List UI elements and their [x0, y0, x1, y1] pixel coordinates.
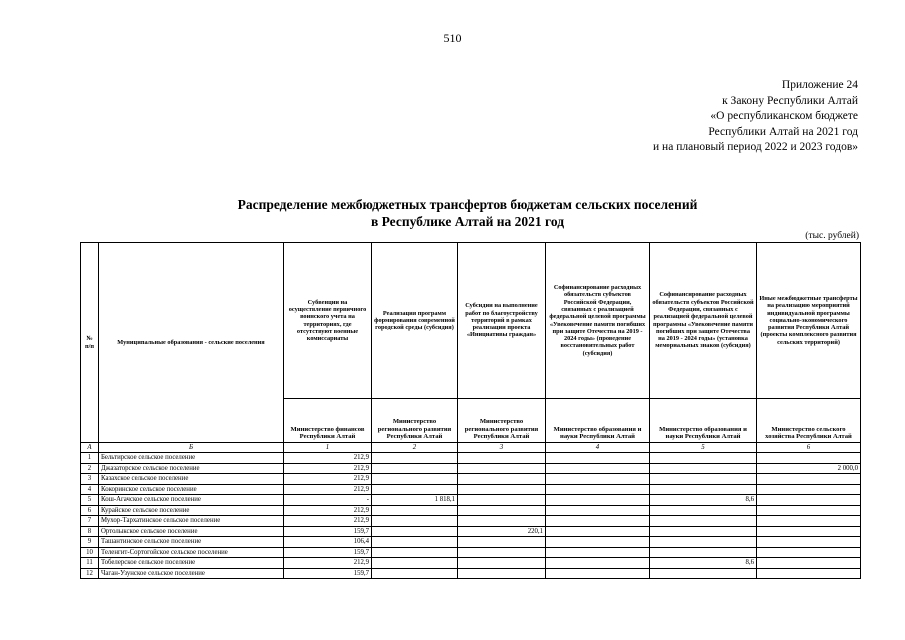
row-number: 7 — [81, 516, 99, 527]
row-number: 2 — [81, 463, 99, 474]
appendix-line: Приложение 24 — [781, 79, 858, 91]
settlement-name: Бельтирское сельское поселение — [99, 453, 284, 464]
value-col-6: 2 000,0 — [757, 463, 861, 474]
value-col-4 — [546, 568, 650, 579]
appendix-line: «О республиканском бюджете — [710, 110, 858, 122]
value-col-6 — [757, 505, 861, 516]
value-col-2 — [372, 484, 458, 495]
value-col-2 — [372, 463, 458, 474]
column-letter: 1 — [284, 443, 372, 453]
col-header-2: Реализация программ формирования современной городской среды (субсидия) — [372, 243, 458, 399]
column-letter: 6 — [757, 443, 861, 453]
page-number: 510 — [443, 31, 462, 45]
col-header-name: Муниципальные образования - сельские поселения — [99, 243, 284, 443]
value-col-6 — [757, 495, 861, 506]
value-col-3 — [458, 505, 546, 516]
settlement-name: Ташантинское сельское поселение — [99, 537, 284, 548]
col-header-6: Иные межбюджетные трансферты на реализацию мероприятий индивидуальной программы социально-экономического развития Республики Алтай (проекты комплексного развития сельских территорий) — [757, 243, 861, 399]
value-col-1: 159,7 — [284, 547, 372, 558]
value-col-2 — [372, 526, 458, 537]
value-col-5 — [650, 516, 757, 527]
row-number: 4 — [81, 484, 99, 495]
value-col-5 — [650, 547, 757, 558]
row-number: 3 — [81, 474, 99, 485]
appendix-line: Республики Алтай на 2021 год — [708, 125, 858, 138]
value-col-2 — [372, 516, 458, 527]
value-col-1: 159,7 — [284, 526, 372, 537]
settlement-name: Мухор-Тархатинское сельское поселение — [99, 516, 284, 527]
value-col-1: 212,9 — [284, 558, 372, 569]
table-row — [81, 495, 861, 506]
column-letter: 4 — [546, 443, 650, 453]
value-col-1: 212,9 — [284, 505, 372, 516]
table-row — [81, 526, 861, 537]
value-col-4 — [546, 495, 650, 506]
value-col-2 — [372, 547, 458, 558]
title-line-1: Распределение межбюджетных трансфертов бюджетам сельских поселений — [237, 197, 698, 212]
value-col-3 — [458, 537, 546, 548]
value-col-2 — [372, 558, 458, 569]
value-col-2 — [372, 453, 458, 464]
column-letter: 5 — [650, 443, 757, 453]
table-row — [81, 505, 861, 516]
ministry-2: Министерство регионального развития Республики Алтай — [372, 399, 458, 443]
value-col-4 — [546, 453, 650, 464]
settlement-name: Курайское сельское поселение — [99, 505, 284, 516]
value-col-1: 212,9 — [284, 516, 372, 527]
value-col-6 — [757, 547, 861, 558]
value-col-6 — [757, 558, 861, 569]
row-number: 8 — [81, 526, 99, 537]
value-col-2 — [372, 568, 458, 579]
column-letter: А — [81, 443, 99, 453]
value-col-2 — [372, 537, 458, 548]
col-header-1: Субвенции на осуществление первичного воинского учета на территориях, где отсутствуют военные комиссариаты — [284, 243, 372, 399]
ministry-1: Министерство финансов Республики Алтай — [284, 399, 372, 443]
row-number: 9 — [81, 537, 99, 548]
value-col-5 — [650, 526, 757, 537]
value-col-1: 212,9 — [284, 474, 372, 485]
ministry-3: Министерство регионального развития Республики Алтай — [458, 399, 546, 443]
col-header-5: Софинансирование расходных обязательств субъектов Российской Федерации, связанных с реализацией федеральной целевой программы «Увековечение памяти погибших при защите Отечества на 2019 - 2024 годы» (установка мемориальных знаков (субсидия) — [650, 243, 757, 399]
value-col-6 — [757, 484, 861, 495]
value-col-4 — [546, 484, 650, 495]
value-col-1: 212,9 — [284, 463, 372, 474]
col-header-4: Софинансирование расходных обязательств субъектов Российской Федерации, связанных с реализацией федеральной целевой программы «Увековечение памяти погибших при защите Отечества на 2019 - 2024 годы» (проведение восстановительных работ (субсидия) — [546, 243, 650, 399]
value-col-5 — [650, 463, 757, 474]
value-col-3 — [458, 558, 546, 569]
value-col-6 — [757, 453, 861, 464]
ministry-4: Министерство образования и науки Республики Алтай — [546, 399, 650, 443]
value-col-3 — [458, 453, 546, 464]
settlement-name: Теленгит-Сортогойское сельское поселение — [99, 547, 284, 558]
value-col-3 — [458, 547, 546, 558]
value-col-2: 1 818,1 — [372, 495, 458, 506]
value-col-4 — [546, 537, 650, 548]
row-number: 1 — [81, 453, 99, 464]
settlement-name: Тобелерское сельское поселение — [99, 558, 284, 569]
value-col-3 — [458, 568, 546, 579]
value-col-2 — [372, 474, 458, 485]
value-col-4 — [546, 463, 650, 474]
table-row — [81, 453, 861, 464]
transfers-table — [80, 242, 861, 579]
value-col-1: 212,9 — [284, 484, 372, 495]
value-col-6 — [757, 537, 861, 548]
appendix-line: к Закону Республики Алтай — [722, 94, 858, 107]
value-col-4 — [546, 474, 650, 485]
value-col-5 — [650, 537, 757, 548]
value-col-6 — [757, 516, 861, 527]
value-col-6 — [757, 474, 861, 485]
value-col-4 — [546, 526, 650, 537]
value-col-1: 106,4 — [284, 537, 372, 548]
table-row — [81, 484, 861, 495]
value-col-3 — [458, 516, 546, 527]
col-header-3: Субсидии на выполнение работ по благоустройству территорий в рамках реализации проекта «Инициативы граждан» — [458, 243, 546, 399]
value-col-3: 220,1 — [458, 526, 546, 537]
table-row — [81, 537, 861, 548]
value-col-3 — [458, 474, 546, 485]
ministry-6: Министерство сельского хозяйства Республики Алтай — [757, 399, 861, 443]
column-letter: 3 — [458, 443, 546, 453]
table-row — [81, 463, 861, 474]
units-label: (тыс. рублей) — [805, 231, 859, 241]
settlement-name: Кокоринское сельское поселение — [99, 484, 284, 495]
table-row — [81, 474, 861, 485]
table-row — [81, 558, 861, 569]
value-col-4 — [546, 547, 650, 558]
table-row — [81, 547, 861, 558]
value-col-4 — [546, 516, 650, 527]
value-col-3 — [458, 495, 546, 506]
title-line-2: в Республике Алтай на 2021 год — [370, 214, 565, 229]
value-col-3 — [458, 463, 546, 474]
table-row — [81, 568, 861, 579]
value-col-5: 8,6 — [650, 558, 757, 569]
column-letter: Б — [99, 443, 284, 453]
value-col-4 — [546, 558, 650, 569]
value-col-1: - — [284, 495, 372, 506]
value-col-4 — [546, 505, 650, 516]
document-title — [0, 196, 905, 230]
value-col-1: 212,9 — [284, 453, 372, 464]
value-col-5: 8,6 — [650, 495, 757, 506]
column-letter: 2 — [372, 443, 458, 453]
value-col-5 — [650, 505, 757, 516]
settlement-name: Кош-Агачское сельское поселение — [99, 495, 284, 506]
row-number: 6 — [81, 505, 99, 516]
value-col-5 — [650, 568, 757, 579]
value-col-6 — [757, 568, 861, 579]
settlement-name: Чаган-Узунское сельское поселение — [99, 568, 284, 579]
row-number: 5 — [81, 495, 99, 506]
value-col-3 — [458, 484, 546, 495]
settlement-name: Джазаторское сельское поселение — [99, 463, 284, 474]
row-number: 12 — [81, 568, 99, 579]
value-col-5 — [650, 453, 757, 464]
value-col-1: 159,7 — [284, 568, 372, 579]
row-number: 11 — [81, 558, 99, 569]
appendix-block — [653, 78, 858, 156]
settlement-name: Казахское сельское поселение — [99, 474, 284, 485]
value-col-6 — [757, 526, 861, 537]
appendix-line: и на плановый период 2022 и 2023 годов» — [653, 141, 858, 153]
row-number: 10 — [81, 547, 99, 558]
table-row — [81, 516, 861, 527]
value-col-5 — [650, 484, 757, 495]
ministry-5: Министерство образования и науки Республики Алтай — [650, 399, 757, 443]
value-col-5 — [650, 474, 757, 485]
value-col-2 — [372, 505, 458, 516]
settlement-name: Ортолыкское сельское поселение — [99, 526, 284, 537]
col-header-num: № п/п — [81, 243, 99, 443]
